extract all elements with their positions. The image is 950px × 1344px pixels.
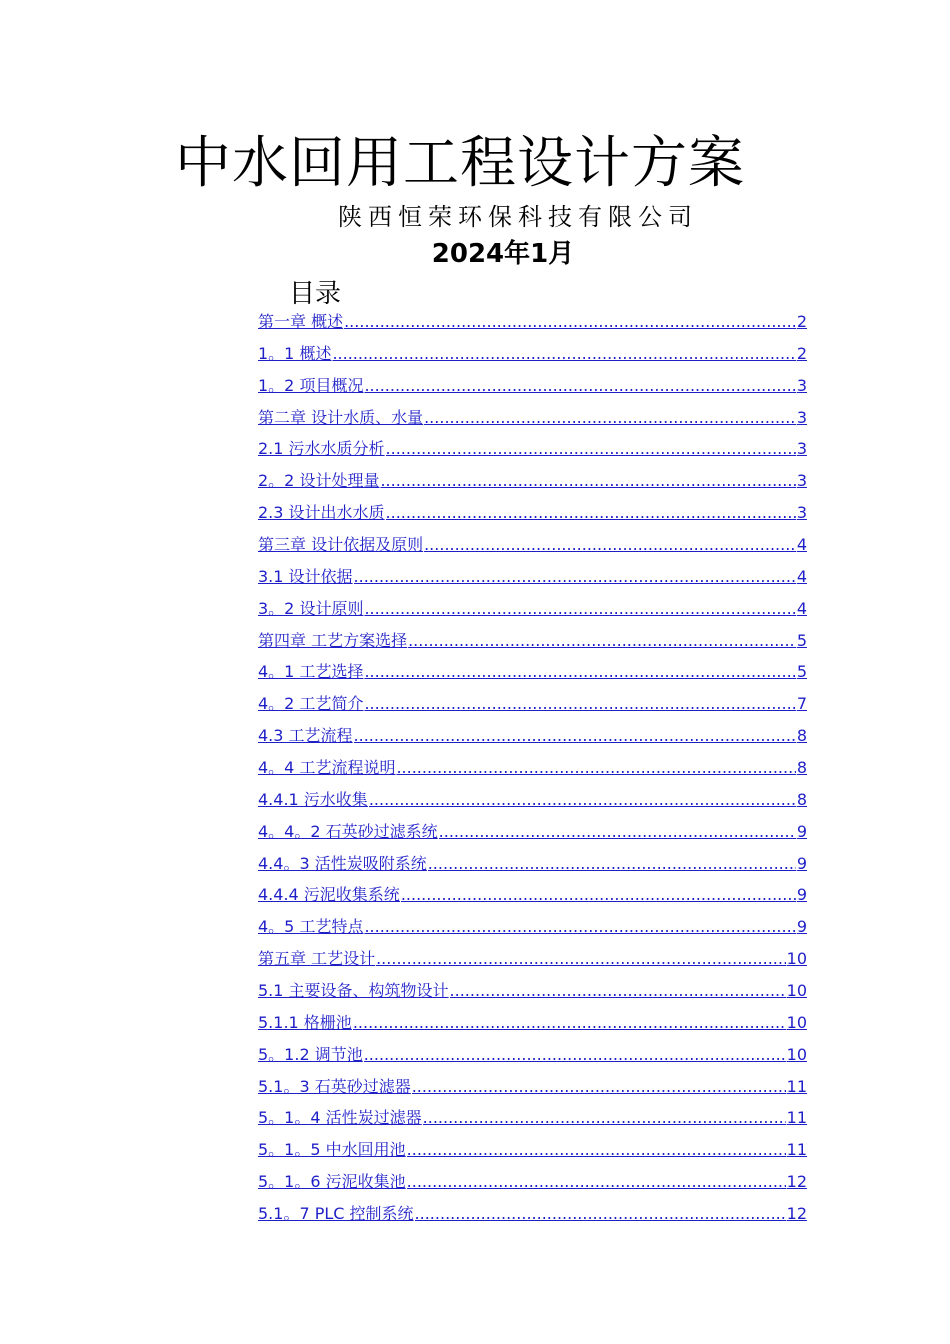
toc-leader-dots	[415, 1198, 786, 1230]
toc-leader-dots	[401, 879, 796, 911]
toc-entry[interactable]	[258, 784, 807, 816]
toc-leader-dots	[424, 529, 796, 561]
toc-entry-label: 5。1。4 活性炭过滤器	[258, 1108, 422, 1128]
toc-entry-page-number: 12	[786, 1204, 807, 1224]
toc-leader-dots	[376, 943, 786, 975]
document-title: 中水回用工程设计方案	[175, 131, 745, 196]
toc-entry[interactable]	[258, 1134, 807, 1166]
toc-entry[interactable]	[258, 879, 807, 911]
toc-entry-page-number: 10	[786, 1044, 807, 1064]
toc-entry[interactable]	[258, 433, 807, 465]
toc-leader-dots	[369, 784, 796, 816]
toc-entry[interactable]	[258, 338, 807, 370]
toc-leader-dots	[439, 816, 796, 848]
toc-entry-page-number: 3	[796, 375, 807, 395]
toc-leader-dots	[344, 306, 796, 338]
toc-entry-label: 5.1.1 格栅池	[258, 1012, 352, 1032]
toc-entry-label: 4。5 工艺特点	[258, 917, 364, 937]
toc-entry-page-number: 2	[796, 312, 807, 331]
toc-entry-page-number: 3	[796, 439, 807, 459]
toc-entry-label: 4。2 工艺简介	[258, 694, 364, 714]
toc-entry[interactable]	[258, 497, 807, 529]
toc-entry-page-number: 8	[796, 789, 807, 809]
toc-entry-page-number: 4	[796, 566, 807, 586]
toc-entry-label: 5。1。5 中水回用池	[258, 1140, 406, 1160]
toc-leader-dots	[408, 625, 796, 657]
toc-entry-page-number: 11	[786, 1140, 807, 1160]
toc-leader-dots	[353, 1007, 786, 1039]
toc-entry-label: 第一章 概述	[258, 312, 344, 331]
toc-leader-dots	[412, 1071, 786, 1103]
toc-entry-page-number: 3	[796, 407, 807, 427]
toc-entry-label: 2.1 污水水质分析	[258, 439, 385, 459]
toc-entry[interactable]	[258, 1198, 807, 1230]
toc-entry-label: 4.4.1 污水收集	[258, 789, 368, 809]
toc-entry[interactable]	[258, 625, 807, 657]
toc-entry-page-number: 10	[786, 949, 807, 969]
toc-leader-dots	[407, 1134, 786, 1166]
toc-entry-page-number: 3	[796, 471, 807, 491]
toc-entry[interactable]	[258, 1071, 807, 1103]
toc-entry[interactable]	[258, 943, 807, 975]
toc-entry-label: 5。1。6 污泥收集池	[258, 1172, 406, 1192]
toc-leader-dots	[407, 1166, 786, 1198]
toc-heading: 目录	[289, 279, 342, 309]
toc-entry[interactable]	[258, 975, 807, 1007]
toc-entry-page-number: 7	[796, 694, 807, 714]
toc-entry[interactable]	[258, 656, 807, 688]
toc-entry-page-number: 12	[786, 1172, 807, 1192]
toc-entry-label: 1。1 概述	[258, 343, 332, 363]
toc-leader-dots	[364, 370, 795, 402]
toc-leader-dots	[354, 561, 796, 593]
toc-entry-label: 第五章 工艺设计	[258, 949, 376, 969]
toc-entry[interactable]	[258, 688, 807, 720]
toc-entry[interactable]	[258, 1166, 807, 1198]
toc-leader-dots	[364, 688, 795, 720]
toc-leader-dots	[386, 433, 796, 465]
toc-leader-dots	[386, 497, 796, 529]
toc-entry-page-number: 9	[796, 917, 807, 937]
toc-entry-label: 第四章 工艺方案选择	[258, 630, 408, 650]
toc-entry[interactable]	[258, 561, 807, 593]
toc-entry[interactable]	[258, 402, 807, 434]
toc-entry-page-number: 8	[796, 758, 807, 778]
table-of-contents	[258, 306, 807, 1230]
toc-entry[interactable]	[258, 752, 807, 784]
toc-leader-dots	[364, 593, 795, 625]
toc-entry-page-number: 10	[786, 981, 807, 1001]
toc-entry[interactable]	[258, 593, 807, 625]
toc-entry-label: 5.1 主要设备、构筑物设计	[258, 981, 449, 1001]
toc-entry-page-number: 4	[796, 598, 807, 618]
toc-entry-label: 4。4。2 石英砂过滤系统	[258, 821, 438, 841]
toc-entry-label: 4.4。3 活性炭吸附系统	[258, 853, 427, 873]
toc-entry-label: 5.1。7 PLC 控制系统	[258, 1204, 414, 1224]
toc-entry-label: 第二章 设计水质、水量	[258, 407, 424, 427]
toc-entry-label: 4。1 工艺选择	[258, 662, 364, 682]
toc-entry-label: 1。2 项目概况	[258, 375, 364, 395]
company-name: 陕西恒荣环保科技有限公司	[338, 203, 698, 231]
toc-entry[interactable]	[258, 465, 807, 497]
toc-entry-page-number: 3	[796, 503, 807, 523]
toc-leader-dots	[423, 1102, 786, 1134]
toc-entry-page-number: 2	[796, 343, 807, 363]
toc-entry[interactable]	[258, 529, 807, 561]
toc-entry-page-number: 8	[796, 726, 807, 746]
toc-leader-dots	[354, 720, 796, 752]
toc-entry[interactable]	[258, 816, 807, 848]
toc-entry-page-number: 9	[796, 853, 807, 873]
toc-entry-label: 2。2 设计处理量	[258, 471, 380, 491]
toc-leader-dots	[364, 1039, 786, 1071]
toc-leader-dots	[450, 975, 786, 1007]
toc-entry-label: 4。4 工艺流程说明	[258, 758, 396, 778]
toc-entry-label: 4.3 工艺流程	[258, 726, 353, 746]
toc-leader-dots	[364, 656, 795, 688]
toc-entry-page-number: 5	[796, 662, 807, 682]
toc-entry-page-number: 10	[786, 1012, 807, 1032]
toc-entry[interactable]	[258, 370, 807, 402]
toc-leader-dots	[380, 465, 795, 497]
toc-entry[interactable]	[258, 1102, 807, 1134]
toc-leader-dots	[364, 911, 795, 943]
toc-entry-label: 5。1.2 调节池	[258, 1044, 363, 1064]
toc-entry-label: 2.3 设计出水水质	[258, 503, 385, 523]
toc-entry-page-number: 9	[796, 821, 807, 841]
toc-leader-dots	[332, 338, 795, 370]
toc-entry-label: 第三章 设计依据及原则	[258, 535, 424, 555]
toc-entry[interactable]	[258, 911, 807, 943]
toc-entry-page-number: 4	[796, 535, 807, 555]
toc-entry[interactable]	[258, 306, 807, 338]
toc-entry-label: 3。2 设计原则	[258, 598, 364, 618]
toc-leader-dots	[428, 848, 796, 880]
toc-leader-dots	[396, 752, 795, 784]
toc-entry-page-number: 5	[796, 630, 807, 650]
toc-entry[interactable]	[258, 848, 807, 880]
toc-entry[interactable]	[258, 720, 807, 752]
toc-entry-label: 4.4.4 污泥收集系统	[258, 885, 400, 905]
toc-entry-label: 3.1 设计依据	[258, 566, 353, 586]
toc-entry-page-number: 11	[786, 1076, 807, 1096]
toc-entry[interactable]	[258, 1007, 807, 1039]
document-date: 2024年1月	[431, 239, 575, 269]
toc-entry-page-number: 11	[786, 1108, 807, 1128]
toc-entry-page-number: 9	[796, 885, 807, 905]
toc-entry-label: 5.1。3 石英砂过滤器	[258, 1076, 411, 1096]
toc-entry[interactable]	[258, 1039, 807, 1071]
toc-leader-dots	[424, 402, 796, 434]
